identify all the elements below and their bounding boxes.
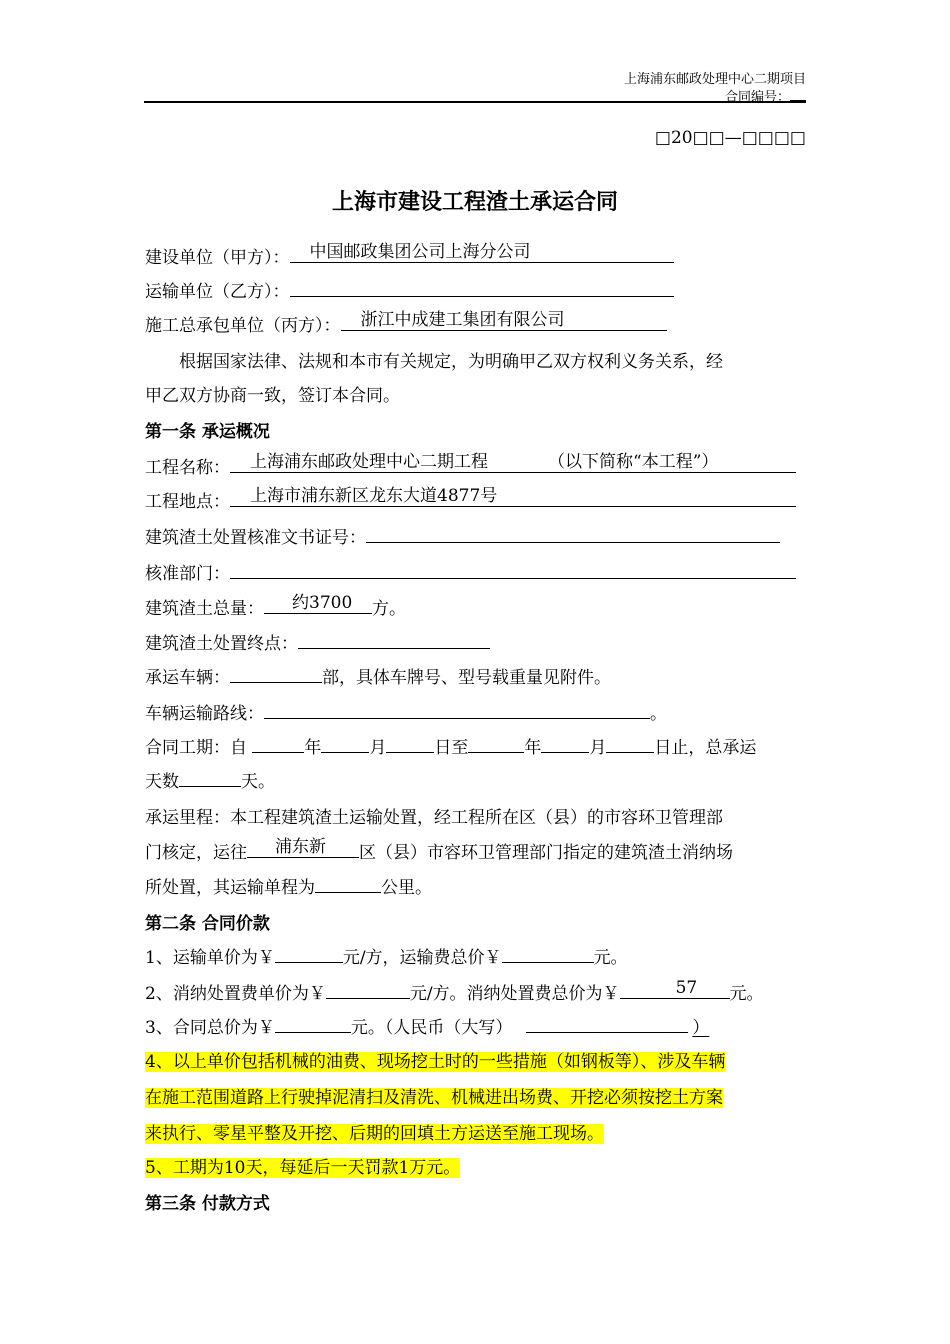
- item3-c: ）: [692, 1018, 710, 1038]
- mileage-distance-field: [315, 876, 381, 893]
- party-c-field: [341, 310, 667, 331]
- preamble-line1: 根据国家法律、法规和本市有关规定，为明确甲乙双方权利义务关系，经: [179, 352, 723, 372]
- period-start-year: [252, 736, 304, 753]
- article2-heading: 第二条 合同价款: [145, 914, 270, 934]
- total-value: 约3700: [292, 593, 353, 613]
- price-item2: [145, 978, 764, 1006]
- mileage-line3: [145, 876, 432, 900]
- party-a-row: [145, 242, 674, 270]
- item1-c: 元。: [593, 948, 628, 968]
- route-row: [145, 702, 667, 726]
- dept-label: 核准部门：: [145, 564, 230, 584]
- vehicles-row: [145, 666, 611, 690]
- total-row: [145, 593, 406, 621]
- item1-unit-price-field: [275, 946, 343, 963]
- route-end: 。: [650, 704, 667, 724]
- days-field: [179, 770, 241, 787]
- period-year-2: 年: [524, 738, 542, 758]
- mileage-line1: 承运里程：本工程建筑渣土运输处置，经工程所在区（县）的市容环卫管理部: [145, 808, 723, 828]
- period-day-end: 日止，总承运: [654, 738, 757, 758]
- mileage-line2-b: 区（县）市容环卫管理部门指定的建筑渣土消纳场: [359, 843, 733, 863]
- item2-unit-price-field: [326, 982, 410, 999]
- project-name-label: 工程名称：: [145, 458, 230, 478]
- doc-code: □20□□—□□□□: [654, 128, 806, 148]
- vehicles-field: [230, 666, 322, 683]
- mileage-line2: [145, 837, 733, 865]
- period-month-2: 月: [589, 738, 607, 758]
- period-row: [145, 736, 756, 760]
- project-name-note: （以下简称“本工程”）: [548, 452, 719, 472]
- item2-total-value: 57: [675, 978, 698, 998]
- endpoint-row: [145, 632, 490, 656]
- mileage-line3-a: 所处置，其运输单程为: [145, 878, 315, 898]
- mileage-line3-b: 公里。: [381, 878, 432, 898]
- total-label: 建筑渣土总量：: [145, 599, 264, 619]
- contract-no-blank: [790, 88, 806, 101]
- party-a-label: 建设单位（甲方）：: [145, 248, 290, 268]
- price-item4-line2: [145, 1086, 723, 1110]
- item5-text: 5、工期为10天，每延后一天罚款1万元。: [145, 1158, 461, 1178]
- period-start-month: [321, 736, 369, 753]
- dept-row: [145, 562, 796, 586]
- party-c-row: [145, 310, 667, 338]
- period-end-year: [468, 736, 524, 753]
- price-item4-line3: [145, 1122, 604, 1146]
- item4-line1-text: 4、以上单价包括机械的油费、现场挖土时的一些措施（如钢板等）、涉及车辆: [145, 1052, 726, 1072]
- days-row: [145, 770, 275, 794]
- item3-words-field: [526, 1016, 688, 1033]
- party-a-field: [290, 242, 674, 263]
- party-a-value: 中国邮政集团公司上海分公司: [309, 242, 531, 262]
- price-item4-line1: [145, 1050, 725, 1074]
- period-start-day: [386, 736, 434, 753]
- site-label: 工程地点：: [145, 492, 230, 512]
- site-field: [230, 486, 796, 507]
- project-name-field: [230, 452, 796, 473]
- party-b-label: 运输单位（乙方）：: [145, 282, 290, 302]
- article1-heading: 第一条 承运概况: [145, 422, 270, 442]
- total-unit: 方。: [372, 599, 406, 619]
- route-label: 车辆运输路线：: [145, 704, 264, 724]
- article3-heading: 第三条 付款方式: [145, 1194, 270, 1214]
- site-row: [145, 486, 796, 514]
- party-b-field: [290, 280, 674, 297]
- contract-no-text: 合同编号：: [724, 90, 790, 105]
- page-title: 上海市建设工程渣土承运合同: [331, 189, 618, 215]
- dept-field: [230, 562, 796, 579]
- party-b-row: [145, 280, 674, 304]
- price-item3: [145, 1016, 709, 1040]
- header-rule: [144, 101, 806, 103]
- price-item1: [145, 946, 628, 970]
- vehicles-label: 承运车辆：: [145, 668, 230, 688]
- vehicles-suffix: 部，具体车牌号、型号载重量见附件。: [322, 668, 611, 688]
- route-field: [264, 702, 650, 719]
- period-day-to: 日至: [434, 738, 469, 758]
- item2-b: 元/方。消纳处置费总价为￥: [409, 984, 620, 1004]
- mileage-line2-a: 门核定，运往: [145, 843, 247, 863]
- item1-b: 元/方，运输费总价￥: [342, 948, 502, 968]
- site-value: 上海市浦东新区龙东大道4877号: [250, 486, 498, 506]
- mileage-dest-value: 浦东新: [275, 837, 326, 857]
- days-label: 天数: [145, 772, 179, 792]
- item3-total-field: [275, 1016, 351, 1033]
- item1-a: 1、运输单价为￥: [145, 948, 275, 968]
- permit-row: [145, 526, 780, 550]
- period-end-month: [541, 736, 589, 753]
- header-project: 上海浦东邮政处理中心二期项目: [623, 72, 806, 87]
- project-name-row: [145, 452, 796, 480]
- item2-total-field: [620, 978, 730, 999]
- item1-total-field: [502, 946, 594, 963]
- item3-b: 元。（人民币（大写）: [350, 1018, 513, 1038]
- item4-line2-text: 在施工范围道路上行驶掉泥清扫及清洗、机械进出场费、开挖必须按挖土方案: [145, 1088, 723, 1108]
- permit-field: [366, 526, 780, 543]
- period-end-day: [606, 736, 654, 753]
- party-c-value: 浙江中成建工集团有限公司: [360, 310, 565, 330]
- mileage-dest-field: [247, 837, 359, 858]
- item4-line3-text: 来执行、零星平整及开挖、后期的回填土方运送至施工现场。: [145, 1124, 604, 1144]
- permit-label: 建筑渣土处置核准文书证号：: [145, 528, 366, 548]
- days-unit: 天。: [241, 772, 275, 792]
- endpoint-label: 建筑渣土处置终点：: [145, 634, 298, 654]
- preamble-line2: 甲乙双方协商一致，签订本合同。: [145, 386, 400, 406]
- endpoint-field: [298, 632, 490, 649]
- item2-c: 元。: [729, 984, 764, 1004]
- price-item5: [145, 1156, 460, 1180]
- item2-a: 2、消纳处置费单价为￥: [145, 984, 326, 1004]
- party-c-label: 施工总承包单位（丙方）：: [145, 316, 341, 336]
- period-year-1: 年: [304, 738, 322, 758]
- total-field: [264, 593, 372, 614]
- project-name-value: 上海浦东邮政处理中心二期工程: [250, 452, 488, 472]
- item3-a: 3、合同总价为￥: [145, 1018, 275, 1038]
- period-label: 合同工期：自: [145, 738, 247, 758]
- period-month-1: 月: [369, 738, 387, 758]
